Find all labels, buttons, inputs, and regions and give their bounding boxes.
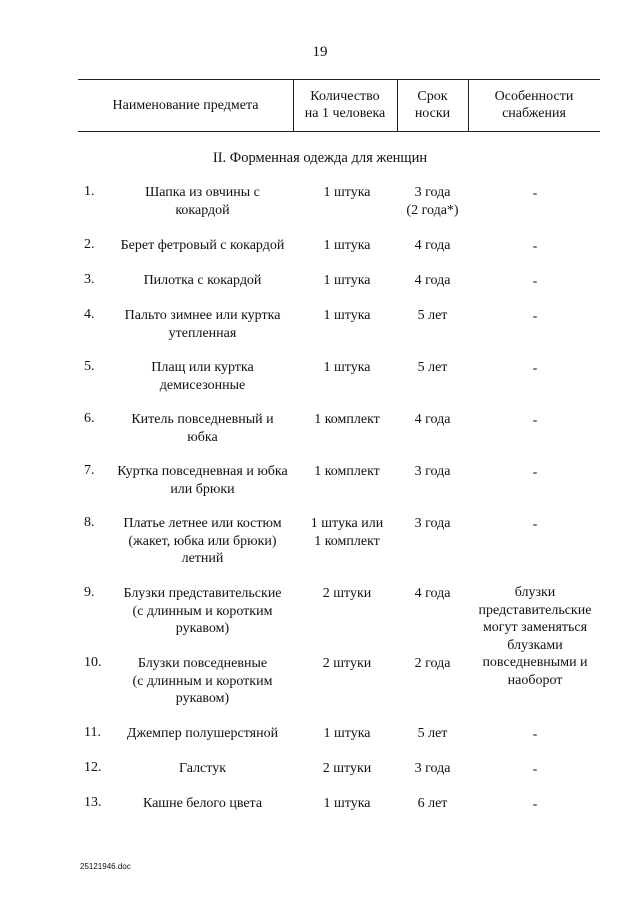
item-wear-term: 5 лет	[417, 726, 448, 741]
item-wear-term: 4 года	[414, 586, 451, 601]
item-supply-note: -	[532, 797, 538, 812]
row-number: 11.	[84, 725, 101, 740]
item-quantity: 1 штука	[323, 308, 371, 323]
section-title: II. Форменная одежда для женщин	[212, 150, 428, 166]
row-number: 6.	[84, 411, 95, 426]
item-quantity: 1 штука	[323, 185, 371, 200]
item-wear-term: 4 года	[414, 273, 451, 288]
item-wear-term: 3 года	[414, 516, 451, 531]
item-wear-term: 3 года	[414, 464, 451, 479]
header-name: Наименование предмета	[112, 97, 259, 113]
item-supply-note: -	[532, 727, 538, 742]
item-quantity: 1 комплект	[314, 464, 380, 479]
item-quantity: 2 штуки	[322, 761, 372, 776]
item-quantity: 1 штука	[323, 238, 371, 253]
item-supply-note: -	[532, 517, 538, 532]
row-number: 8.	[84, 515, 95, 530]
header-term: Срок носки	[414, 89, 451, 121]
item-supply-note: -	[532, 413, 538, 428]
item-wear-term: 5 лет	[417, 360, 448, 375]
row-number: 9.	[84, 585, 95, 600]
item-supply-note: -	[532, 186, 538, 201]
file-name-footer: 25121946.doc	[80, 862, 131, 871]
item-supply-note: -	[532, 465, 538, 480]
item-name: Кашне белого цвета	[142, 796, 263, 811]
item-supply-note: -	[532, 274, 538, 289]
item-name: Пальто зимнее или куртка утепленная	[124, 308, 281, 341]
item-quantity: 2 штуки	[322, 586, 372, 601]
item-supply-note: -	[532, 309, 538, 324]
header-quantity: Количество на 1 человека	[304, 89, 386, 121]
blouse-supply-note: блузки представительские могут заменяться блузками повседневными и наоборот	[478, 585, 592, 688]
item-wear-term: 6 лет	[417, 796, 448, 811]
row-number: 4.	[84, 307, 95, 322]
item-wear-term: 4 года	[414, 412, 451, 427]
item-supply-note: -	[532, 762, 538, 777]
row-number: 12.	[84, 760, 102, 775]
item-name: Джемпер полушерстяной	[126, 726, 279, 741]
item-name: Блузки представительские (с длинным и коротким рукавом)	[123, 586, 282, 636]
header-bottom-rule	[78, 131, 600, 132]
item-quantity: 1 штука	[323, 360, 371, 375]
row-number: 2.	[84, 237, 95, 252]
item-quantity: 2 штуки	[322, 656, 372, 671]
item-quantity: 1 штука или 1 комплект	[310, 516, 384, 549]
item-name: Куртка повседневная и юбка или брюки	[117, 464, 288, 497]
item-supply-note: -	[532, 239, 538, 254]
row-number: 10.	[84, 655, 102, 670]
item-quantity: 1 штука	[323, 273, 371, 288]
item-name: Шапка из овчины с кокардой	[145, 185, 260, 218]
item-wear-term: 5 лет	[417, 308, 448, 323]
item-wear-term: 3 года	[414, 761, 451, 776]
header-features: Особенности снабжения	[494, 89, 574, 121]
item-name: Платье летнее или костюм (жакет, юбка или брюки) летний	[123, 516, 282, 566]
item-name: Пилотка с кокардой	[143, 273, 262, 288]
row-number: 1.	[84, 184, 95, 199]
item-quantity: 1 комплект	[314, 412, 380, 427]
item-supply-note: -	[532, 361, 538, 376]
item-wear-term: 3 года (2 года*)	[406, 185, 459, 218]
page-number: 19	[312, 44, 328, 60]
item-name: Плащ или куртка демисезонные	[151, 360, 254, 393]
item-name: Блузки повседневные (с длинным и коротким рукавом)	[132, 656, 273, 706]
item-name: Берет фетровый с кокардой	[120, 238, 285, 253]
row-number: 13.	[84, 795, 102, 810]
item-wear-term: 2 года	[414, 656, 451, 671]
item-wear-term: 4 года	[414, 238, 451, 253]
item-quantity: 1 штука	[323, 726, 371, 741]
item-quantity: 1 штука	[323, 796, 371, 811]
item-name: Галстук	[178, 761, 227, 776]
row-number: 3.	[84, 272, 95, 287]
row-number: 7.	[84, 463, 95, 478]
item-name: Китель повседневный и юбка	[131, 412, 274, 445]
row-number: 5.	[84, 359, 95, 374]
